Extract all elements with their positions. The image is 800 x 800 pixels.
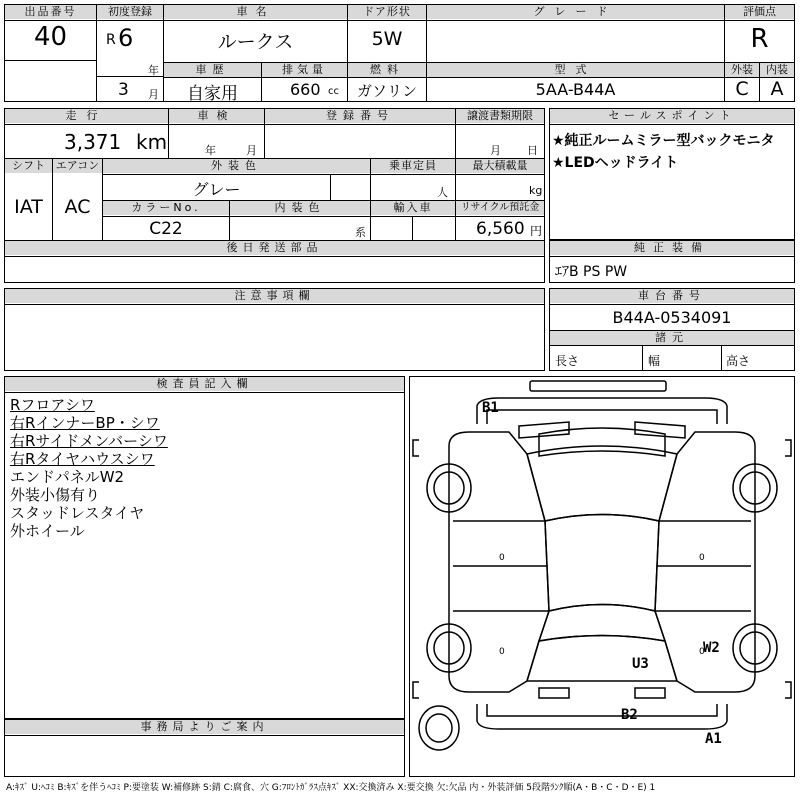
mileage-label: 走行 xyxy=(5,109,168,123)
ac-label: エアコン xyxy=(53,159,102,173)
inspector-item: Rフロアシワ xyxy=(10,396,95,414)
inspector-item: 外装小傷有り xyxy=(10,486,101,504)
damage-a1: A1 xyxy=(705,731,722,747)
width-label: 幅 xyxy=(648,354,661,368)
equipment-value: ｴｱB PS PW xyxy=(555,264,628,280)
inspector-item: 右RインナーBP・シワ xyxy=(10,414,160,432)
shift-label: シフト xyxy=(5,159,52,173)
recycle-unit: 円 xyxy=(530,224,543,238)
lot-no: 40 xyxy=(33,22,68,52)
chassis-label: 車台番号 xyxy=(550,289,794,303)
inspection-month-unit: 月 xyxy=(246,144,257,157)
door-type: 5W xyxy=(371,28,403,50)
exterior-label: 外装 xyxy=(725,63,759,77)
shift: IAT xyxy=(14,196,43,218)
svg-text:0: 0 xyxy=(699,553,705,563)
inspector-list xyxy=(10,396,400,540)
svg-text:0: 0 xyxy=(499,647,505,657)
equipment-label: 純正装備 xyxy=(550,241,794,255)
chassis-no: B44A-0534091 xyxy=(612,308,732,327)
sales-point-1: ★純正ルームミラー型バックモニタ xyxy=(552,133,775,149)
color-label: 外装色 xyxy=(103,159,370,173)
inspector-item: 外ホイール xyxy=(10,522,85,540)
reg-year: 6 xyxy=(118,24,134,52)
interior-label: 内装 xyxy=(760,63,794,77)
lot-no-label: 出品番号 xyxy=(5,5,96,19)
inspector-item: 右Rタイヤハウスシワ xyxy=(10,450,155,468)
score: R xyxy=(750,24,769,54)
exterior-grade: C xyxy=(735,78,749,100)
load-label: 最大積載量 xyxy=(456,159,544,173)
recycle-label: リサイクル預託金 xyxy=(456,201,544,215)
color-no-label: カラーNo. xyxy=(103,201,229,215)
displacement: 660 xyxy=(290,80,321,99)
car-diagram xyxy=(409,376,795,777)
model-label: 型式 xyxy=(427,63,724,77)
model: 5AA-B44A xyxy=(535,80,616,99)
damage-w2: W2 xyxy=(703,640,720,656)
inspector-item: 右Rサイドメンバーシワ xyxy=(10,432,168,450)
inspector-item: スタッドレスタイヤ xyxy=(10,504,145,522)
plate-label: 登録番号 xyxy=(265,109,455,123)
damage-u3: U3 xyxy=(632,656,649,672)
damage-b2: B2 xyxy=(621,707,638,723)
damage-b1: B1 xyxy=(482,400,499,416)
score-label: 評価点 xyxy=(725,5,794,19)
displacement-label: 排気量 xyxy=(262,63,347,77)
office-label: 事務局よりご案内 xyxy=(5,720,404,734)
grade-label: グレード xyxy=(427,5,724,19)
sales-point-2: ★LEDヘッドライト xyxy=(552,155,679,171)
car-name: ルークス xyxy=(217,31,294,53)
era: R xyxy=(106,32,116,48)
fuel: ガソリン xyxy=(356,82,417,100)
import-label: 輸入車 xyxy=(371,201,455,215)
notes-label: 注意事項欄 xyxy=(5,289,544,303)
inspection-label: 車検 xyxy=(169,109,264,123)
fuel-label: 燃料 xyxy=(348,63,426,77)
capacity-unit: 人 xyxy=(437,186,448,199)
history-label: 車歴 xyxy=(164,63,261,77)
first-reg-label: 初度登録 xyxy=(97,5,163,19)
inspector-item: エンドパネルW2 xyxy=(10,468,125,486)
height-label: 高さ xyxy=(726,354,751,368)
load-unit: kg xyxy=(529,184,543,197)
int-color-unit: 系 xyxy=(355,226,366,239)
transfer-label: 譲渡書類期限 xyxy=(456,109,544,123)
transfer-day-unit: 日 xyxy=(527,144,538,157)
car-name-label: 車名 xyxy=(164,5,347,19)
month-unit: 月 xyxy=(148,88,159,101)
mileage-unit: km xyxy=(136,130,168,154)
history: 自家用 xyxy=(187,84,238,104)
recycle-fee: 6,560 xyxy=(476,219,525,239)
displacement-unit: cc xyxy=(328,86,339,97)
int-color-label: 内装色 xyxy=(230,201,370,215)
length-label: 長さ xyxy=(555,354,580,368)
capacity-label: 乗車定員 xyxy=(371,159,455,173)
later-parts-label: 後日発送部品 xyxy=(5,241,544,255)
svg-text:0: 0 xyxy=(499,553,505,563)
ac: AC xyxy=(64,196,91,218)
inspection-year-unit: 年 xyxy=(205,144,216,157)
inspector-label: 検査員記入欄 xyxy=(5,377,404,391)
sales-point-block xyxy=(549,108,795,240)
transfer-month-unit: 月 xyxy=(490,144,501,157)
color-no: C22 xyxy=(149,219,183,239)
sales-point-label: セールスポイント xyxy=(550,109,794,123)
year-unit: 年 xyxy=(148,64,159,77)
dimensions-label: 諸元 xyxy=(550,331,794,345)
reg-month: 3 xyxy=(118,80,129,100)
mileage: 3,371 xyxy=(64,130,122,154)
door-label: ドア形状 xyxy=(348,5,426,19)
exterior-color: グレー xyxy=(192,180,241,199)
svg-text:0: 0 xyxy=(699,647,705,657)
interior-grade: A xyxy=(770,78,784,100)
legend: A:ｷｽﾞ U:ﾍｺﾐ B:ｷｽﾞを伴うﾍｺﾐ P:要塗装 W:補修跡 S:錆 C:腐食、穴 G:ﾌﾛﾝﾄｶﾞﾗｽ点ｷｽﾞ XX:交換済み X:要交換 欠:欠品 内・外装評価 5段階ﾗﾝｸ順(A・B・C・D・E) 1 xyxy=(6,783,656,793)
